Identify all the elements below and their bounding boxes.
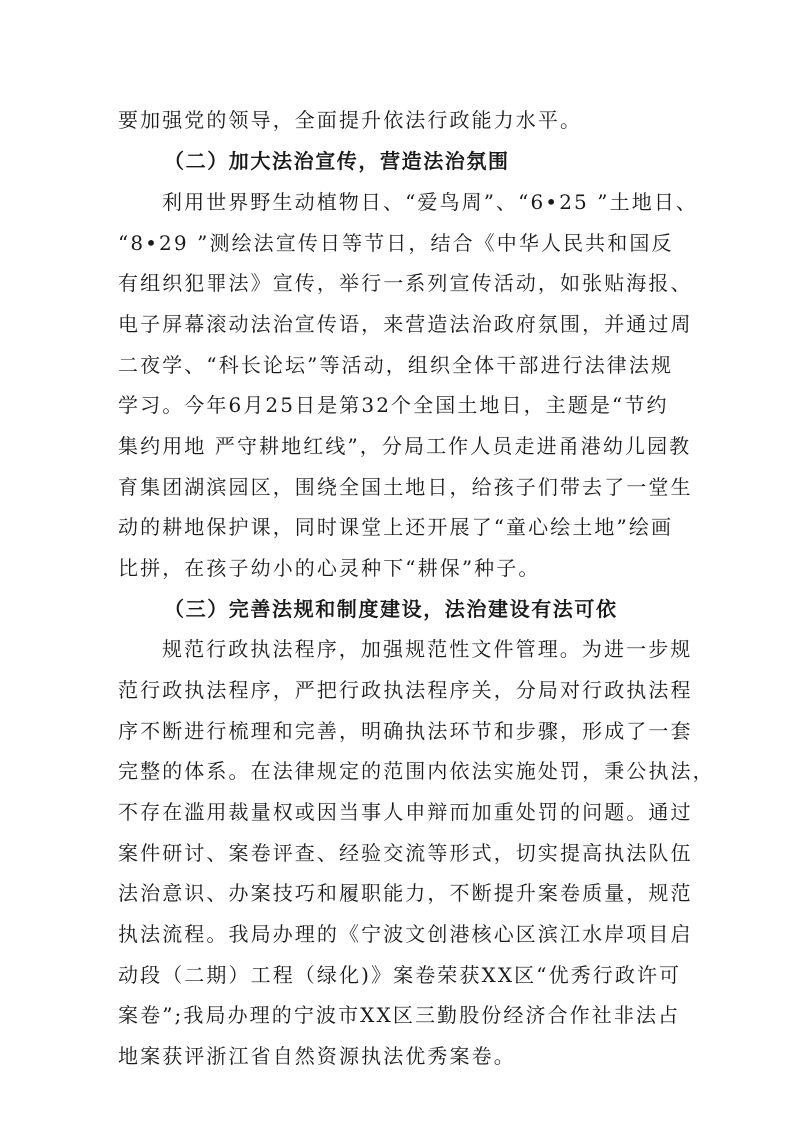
paragraph-line: 序不断进行梳理和完善，明确执法环节和步骤，形成了一套 — [118, 719, 693, 743]
section-heading-3: （三）完善法规和制度建设，法治建设有法可依 — [164, 597, 618, 621]
paragraph-line: 法治意识、办案技巧和履职能力，不断提升案卷质量，规范 — [118, 881, 693, 905]
paragraph-line: 案卷”;我局办理的宁波市XX区三勤股份经济合作社非法占 — [118, 1003, 681, 1027]
paragraph-line: 不存在滥用裁量权或因当事人申辩而加重处罚的问题。通过 — [118, 800, 693, 824]
paragraph-line: 案件研讨、案卷评查、经验交流等形式，切实提高执法队伍 — [118, 841, 693, 865]
section-heading-2: （二）加大法治宣传，营造法治氛围 — [164, 149, 510, 173]
paragraph-line: 比拼，在孩子幼小的心灵种下“耕保”种子。 — [118, 556, 541, 580]
paragraph-line: “8•29 ”测绘法宣传日等节日，结合《中华人民共和国反 — [118, 231, 674, 255]
paragraph-line: 地案获评浙江省自然资源执法优秀案卷。 — [118, 1044, 516, 1068]
paragraph-line: 执法流程。我局办理的《宁波文创港核心区滨江水岸项目启 — [118, 922, 693, 946]
paragraph-line: 范行政执法程序，严把行政执法程序关，分局对行政执法程 — [118, 678, 693, 702]
paragraph-line: 育集团湖滨园区，围绕全国土地日，给孩子们带去了一堂生 — [118, 475, 693, 499]
paragraph-line: 学习。今年6月25日是第32个全国土地日，主题是“节约 — [118, 393, 669, 417]
paragraph-line: 完整的体系。在法律规定的范围内依法实施处罚，秉公执法， — [118, 759, 715, 783]
paragraph-line: 规范行政执法程序，加强规范性文件管理。为进一步规 — [162, 637, 693, 661]
paragraph-line: 有组织犯罪法》宣传，举行一系列宣传活动，如张贴海报、 — [118, 271, 693, 295]
paragraph-line: 利用世界野生动植物日、“爱鸟周”、“6•25 ”土地日、 — [162, 190, 699, 214]
paragraph-line: 要加强党的领导，全面提升依法行政能力水平。 — [118, 108, 583, 132]
paragraph-line: 集约用地 严守耕地红线”，分局工作人员走进甬港幼儿园教 — [118, 434, 692, 458]
paragraph-line: 动的耕地保护课，同时课堂上还开展了“童心绘土地”绘画 — [118, 515, 674, 539]
paragraph-line: 动段（二期）工程（绿化)》案卷荣获XX区“优秀行政许可 — [118, 963, 682, 987]
paragraph-line: 二夜学、“科长论坛”等活动，组织全体干部进行法律法规 — [118, 353, 674, 377]
paragraph-line: 电子屏幕滚动法治宣传语，来营造法治政府氛围，并通过周 — [118, 312, 693, 336]
